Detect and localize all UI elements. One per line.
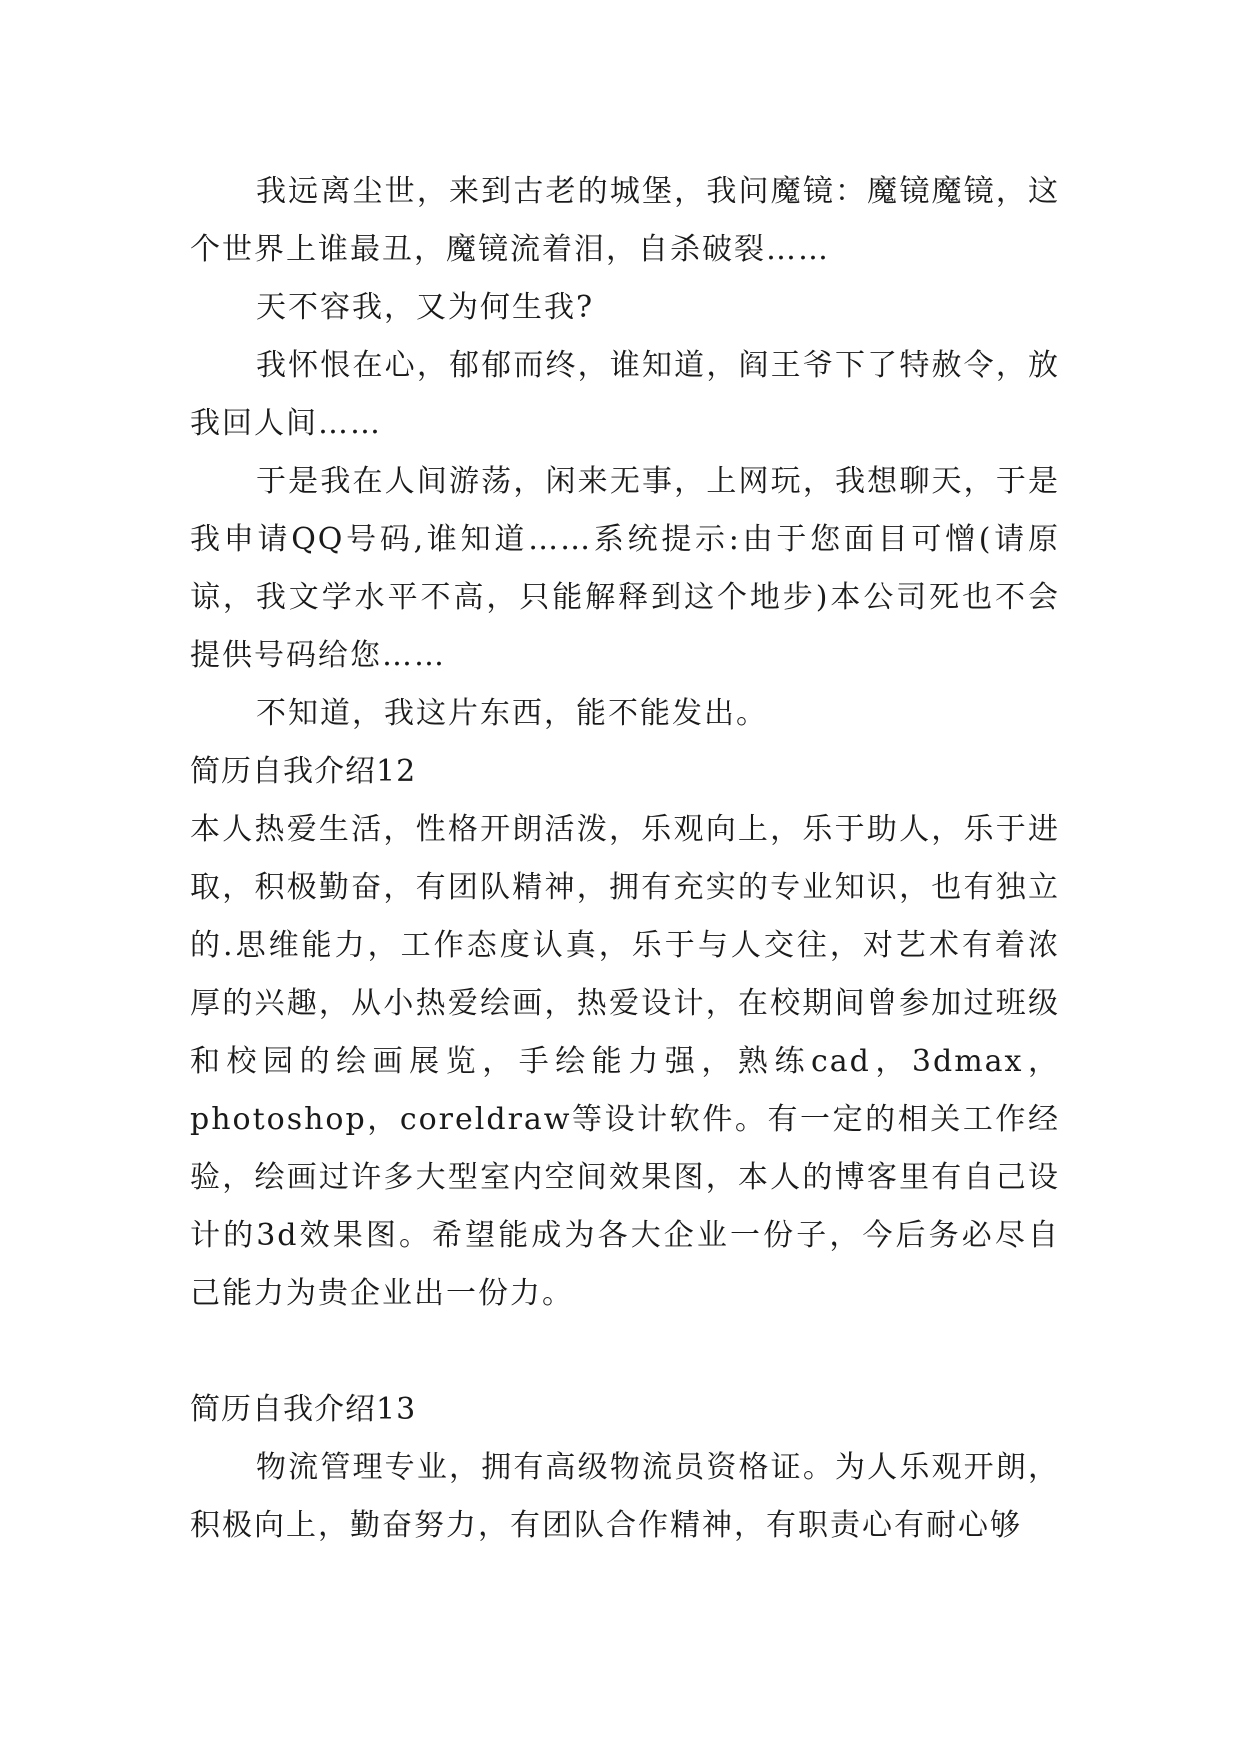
document-body: [190, 163, 1060, 1555]
section-spacer: [190, 1323, 1060, 1381]
paragraph-resume-12: 本人热爱生活，性格开朗活泼，乐观向上，乐于助人，乐于进取，积极勤奋，有团队精神，拥有充实的专业知识，也有独立的.思维能力，工作态度认真，乐于与人交往，对艺术有着浓厚的兴趣，从小热爱绘画，热爱设计，在校期间曾参加过班级和校园的绘画展览，手绘能力强，熟练cad，3dmax，photoshop，coreldraw等设计软件。有一定的相关工作经验，绘画过许多大型室内空间效果图，本人的博客里有自己设计的3d效果图。希望能成为各大企业一份子，今后务必尽自己能力为贵企业出一份力。: [190, 812, 1060, 1311]
section-heading-13: 简历自我介绍13: [190, 1392, 417, 1427]
paragraph-resentment: 我怀恨在心，郁郁而终，谁知道，阎王爷下了特赦令，放我回人间……: [190, 348, 1060, 441]
paragraph-magic-mirror: 我远离尘世，来到古老的城堡，我问魔镜：魔镜魔镜，这个世界上谁最丑，魔镜流着泪，自杀破裂……: [190, 174, 1060, 267]
paragraph-closing: 不知道，我这片东西，能不能发出。: [256, 696, 768, 731]
paragraph-resume-13: 物流管理专业，拥有高级物流员资格证。为人乐观开朗，积极向上，勤奋努力，有团队合作精神，有职责心有耐心够: [190, 1450, 1060, 1543]
paragraph-qq-number: 于是我在人间游荡，闲来无事，上网玩，我想聊天，于是我申请QQ号码,谁知道……系统提示:由于您面目可憎(请原谅，我文学水平不高，只能解释到这个地步)本公司死也不会提供号码给您……: [190, 464, 1060, 673]
paragraph-heaven: 天不容我，又为何生我?: [256, 290, 595, 325]
section-heading-12: 简历自我介绍12: [190, 754, 417, 789]
